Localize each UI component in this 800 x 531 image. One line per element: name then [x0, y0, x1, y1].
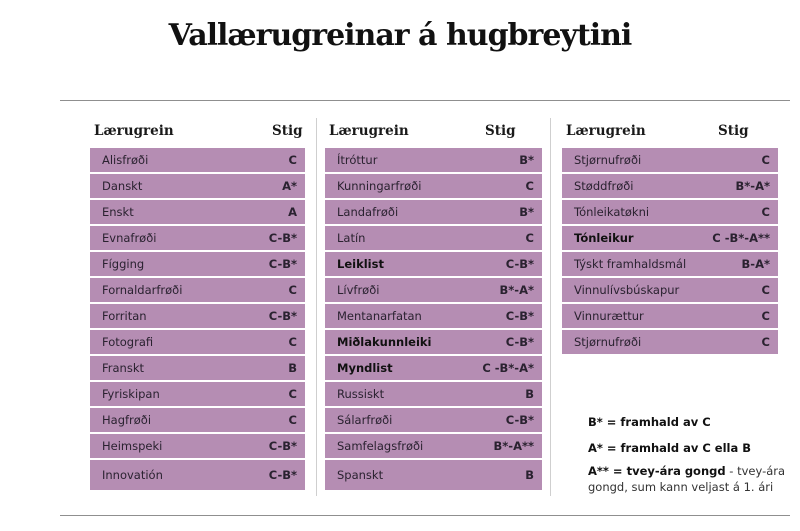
grade-level: B*-A**: [493, 439, 534, 453]
grade-level: C: [761, 335, 770, 349]
grade-level: A: [288, 205, 297, 219]
grade-level: A*: [282, 179, 297, 193]
table-row: [90, 226, 305, 252]
table-row: [90, 330, 305, 356]
subject-name: Vinnulívsbúskapur: [574, 283, 680, 297]
subject-name: Spanskt: [337, 468, 384, 482]
subject-rows: [90, 148, 305, 492]
subject-name: Sálarfrøði: [337, 413, 393, 427]
grade-level: C: [288, 387, 297, 401]
table-row: [325, 174, 542, 200]
subject-name: Fornaldarfrøði: [102, 283, 183, 297]
subject-name: Alisfrøði: [102, 153, 149, 167]
table-row: [562, 174, 778, 200]
table-row: [90, 460, 305, 492]
header-stig: Stig: [485, 123, 516, 139]
table-row: [90, 382, 305, 408]
grade-level: B*: [519, 205, 534, 219]
subject-name: Franskt: [102, 361, 145, 375]
column-separator: [316, 118, 317, 496]
subject-name: Stjørnufrøði: [574, 153, 642, 167]
table-row: [325, 356, 542, 382]
subject-name: Danskt: [102, 179, 143, 193]
table-row: [325, 382, 542, 408]
grade-level: C: [288, 335, 297, 349]
header-subject: Lærugrein: [329, 123, 409, 139]
table-row: [90, 174, 305, 200]
table-row: [325, 434, 542, 460]
subject-name: Støddfrøði: [574, 179, 634, 193]
grade-level: C-B*: [268, 231, 297, 245]
column-header: [562, 118, 778, 148]
grade-level: B-A*: [741, 257, 770, 271]
table-row: [90, 434, 305, 460]
grade-level: C: [761, 283, 770, 297]
top-divider: [60, 100, 790, 101]
subject-name: Vinnurættur: [574, 309, 644, 323]
grade-level: C -B*-A*: [482, 361, 534, 375]
grade-level: B: [525, 468, 534, 482]
legend-a-double-star: [588, 463, 788, 495]
column-header: [325, 118, 542, 148]
grade-level: C-B*: [505, 335, 534, 349]
grade-level: B: [288, 361, 297, 375]
table-row: [562, 304, 778, 330]
subject-name: Heimspeki: [102, 439, 163, 453]
subject-name: Evnafrøði: [102, 231, 157, 245]
table-row: [90, 304, 305, 330]
header-stig: Stig: [718, 123, 749, 139]
subject-name: Fígging: [102, 257, 145, 271]
grade-level: B*: [519, 153, 534, 167]
table-row: [325, 408, 542, 434]
legend-a-star: A* = framhald av C ella B: [588, 441, 752, 455]
subject-name: Hagfrøði: [102, 413, 152, 427]
grade-level: C-B*: [268, 309, 297, 323]
table-row: [562, 226, 778, 252]
legend-b-star: B* = framhald av C: [588, 415, 711, 429]
subject-name: Leiklist: [337, 257, 384, 271]
grade-level: C: [288, 153, 297, 167]
table-row: [325, 278, 542, 304]
grade-level: C: [288, 283, 297, 297]
subject-name: Forritan: [102, 309, 147, 323]
subject-column-2: [325, 118, 542, 492]
subject-name: Myndlist: [337, 361, 393, 375]
subject-name: Samfelagsfrøði: [337, 439, 424, 453]
column-separator: [550, 118, 551, 496]
table-row: [90, 356, 305, 382]
table-row: [90, 278, 305, 304]
table-row: [325, 330, 542, 356]
table-row: [325, 148, 542, 174]
grade-level: C: [761, 153, 770, 167]
subject-rows: [562, 148, 778, 356]
grade-level: C-B*: [268, 468, 297, 482]
table-row: [90, 200, 305, 226]
subject-name: Kunningarfrøði: [337, 179, 422, 193]
grade-level: C-B*: [268, 439, 297, 453]
table-row: [325, 226, 542, 252]
subject-name: Miðlakunnleiki: [337, 335, 432, 349]
table-row: [325, 252, 542, 278]
subject-name: Fyriskipan: [102, 387, 160, 401]
grade-level: C-B*: [505, 309, 534, 323]
grade-level: C: [288, 413, 297, 427]
grade-level: C: [761, 205, 770, 219]
grade-level: C-B*: [268, 257, 297, 271]
table-row: [90, 252, 305, 278]
grade-level: C: [525, 179, 534, 193]
grade-level: B: [525, 387, 534, 401]
subject-column-3: [562, 118, 778, 356]
subject-name: Ítróttur: [337, 153, 378, 167]
subject-name: Russiskt: [337, 387, 385, 401]
subject-name: Tónleikatøkni: [574, 205, 650, 219]
legend-a-double-desc: - tvey-ára gongd, sum kann veljast á 1. ári: [588, 464, 786, 494]
subject-name: Tónleikur: [574, 231, 634, 245]
grade-level: C -B*-A**: [712, 231, 770, 245]
table-row: [562, 252, 778, 278]
table-row: [325, 200, 542, 226]
subject-name: Innovatión: [102, 468, 163, 482]
page-title: Vallærugreinar á hugbreytini: [168, 18, 632, 53]
table-row: [90, 408, 305, 434]
table-row: [562, 148, 778, 174]
header-subject: Lærugrein: [566, 123, 646, 139]
header-subject: Lærugrein: [94, 123, 174, 139]
subject-column-1: [90, 118, 305, 492]
grade-level: B*-A*: [499, 283, 534, 297]
grade-level: C: [525, 231, 534, 245]
header-stig: Stig: [272, 123, 303, 139]
bottom-divider: [60, 515, 790, 516]
table-row: [562, 330, 778, 356]
subject-name: Enskt: [102, 205, 134, 219]
table-row: [90, 148, 305, 174]
table-row: [325, 304, 542, 330]
subject-name: Mentanarfatan: [337, 309, 422, 323]
subject-name: Fotografi: [102, 335, 154, 349]
grade-level: C-B*: [505, 257, 534, 271]
subject-name: Týskt framhaldsmál: [574, 257, 687, 271]
subject-name: Stjørnufrøði: [574, 335, 642, 349]
table-row: [325, 460, 542, 492]
subject-name: Latín: [337, 231, 366, 245]
column-header: [90, 118, 305, 148]
grade-level: C: [761, 309, 770, 323]
subject-rows: [325, 148, 542, 492]
subject-name: Landafrøði: [337, 205, 399, 219]
grade-level: B*-A*: [735, 179, 770, 193]
table-row: [562, 278, 778, 304]
table-row: [562, 200, 778, 226]
legend-a-double-key: A** = tvey-ára gongd: [588, 464, 726, 478]
subject-name: Lívfrøði: [337, 283, 380, 297]
grade-level: C-B*: [505, 413, 534, 427]
